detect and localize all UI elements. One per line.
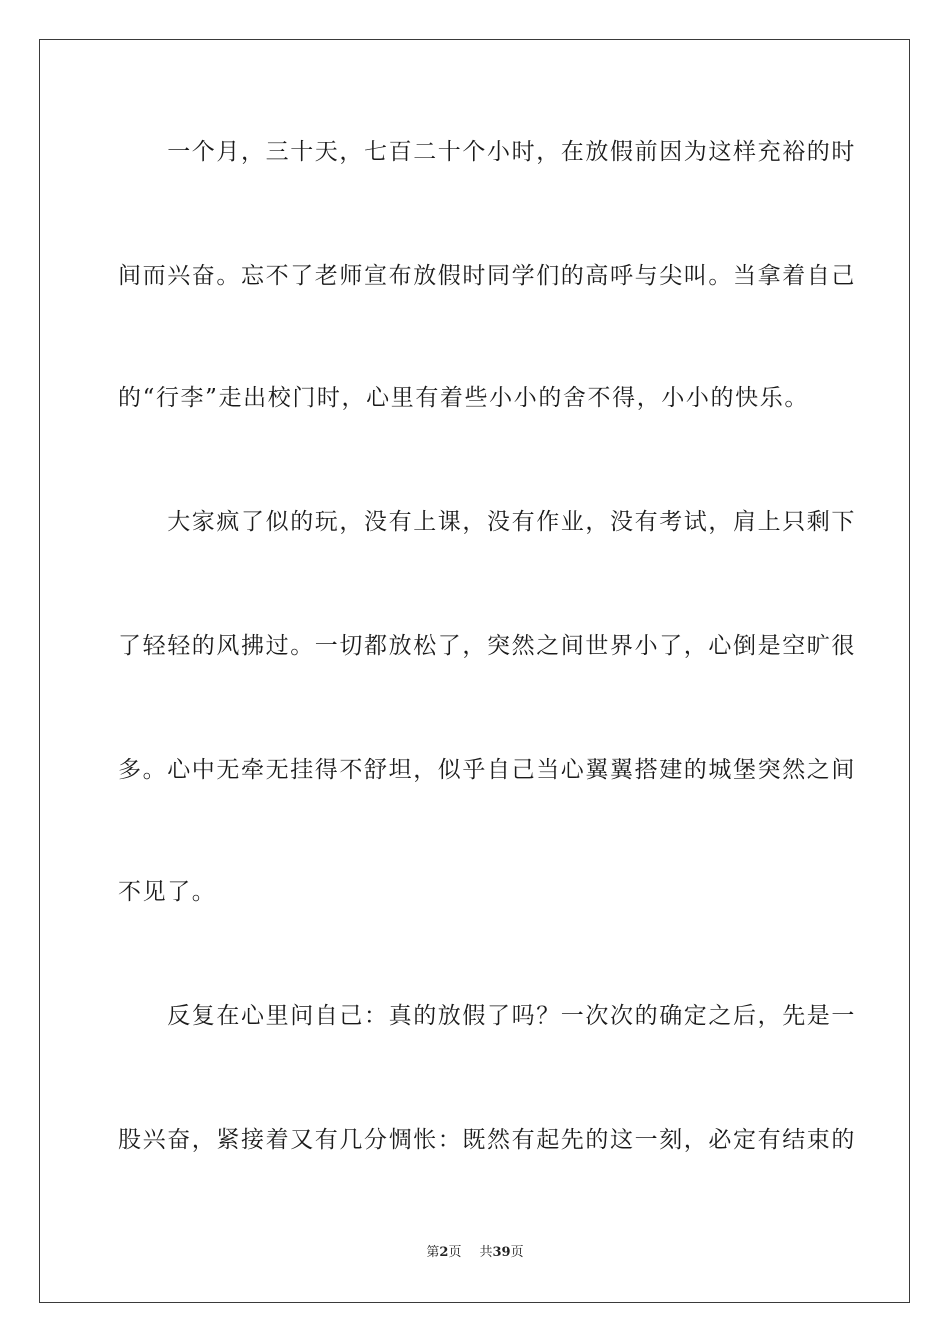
total-suffix: 页 (510, 1245, 524, 1260)
page-number: 2 (439, 1245, 449, 1260)
paragraph-2-line-3: 多。心中无牵无挂得不舒坦，似乎自己当心翼翼搭建的城堡突然之间 (118, 757, 856, 783)
page-suffix: 页 (448, 1245, 462, 1260)
total-prefix: 共 (479, 1245, 493, 1260)
paragraph-2-line-1: 大家疯了似的玩，没有上课，没有作业，没有考试，肩上只剩下 (118, 509, 856, 535)
paragraph-2-line-2: 了轻轻的风拂过。一切都放松了，突然之间世界小了，心倒是空旷很 (118, 633, 856, 659)
paragraph-1-line-2: 间而兴奋。忘不了老师宣布放假时同学们的高呼与尖叫。当拿着自己 (118, 263, 856, 289)
paragraph-3-line-1: 反复在心里问自己：真的放假了吗？一次次的确定之后，先是一 (118, 1003, 856, 1029)
total-pages: 39 (492, 1245, 511, 1260)
page-border (39, 39, 910, 1303)
page-prefix: 第 (426, 1245, 440, 1260)
paragraph-1-line-3: 的“行李”走出校门时，心里有着些小小的舍不得，小小的快乐。 (118, 385, 809, 411)
page-footer (0, 1244, 950, 1262)
paragraph-1-line-1: 一个月，三十天，七百二十个小时，在放假前因为这样充裕的时 (118, 139, 856, 165)
paragraph-2-line-4: 不见了。 (118, 879, 217, 905)
paragraph-3-line-2: 股兴奋，紧接着又有几分惆怅：既然有起先的这一刻，必定有结束的 (118, 1127, 856, 1153)
